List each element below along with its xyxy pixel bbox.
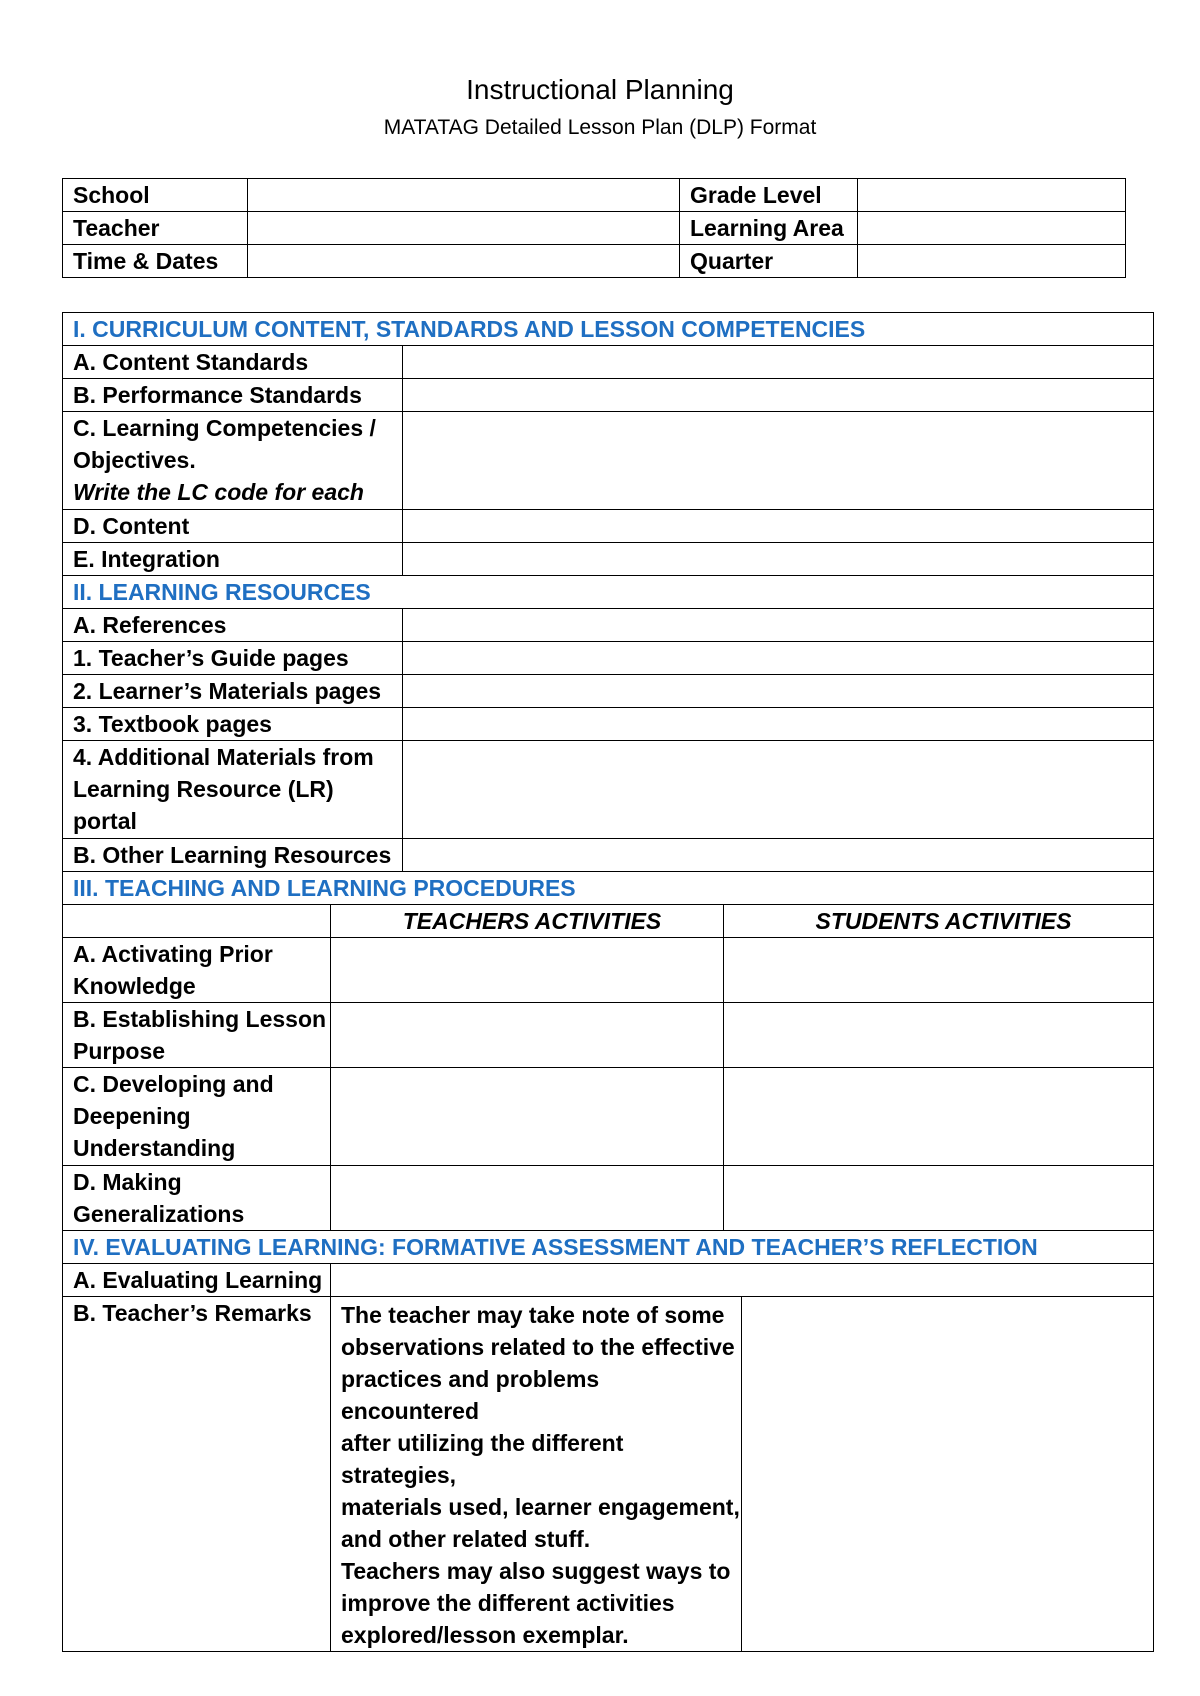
remarks-line: The teacher may take note of some — [341, 1302, 725, 1328]
learning-competencies-line-1: C. Learning Competencies / — [73, 415, 376, 441]
learning-area-label: Learning Area — [680, 212, 858, 245]
establishing-line-1: B. Establishing Lesson — [73, 1006, 327, 1032]
performance-standards-label: B. Performance Standards — [63, 379, 403, 412]
developing-line-3: Understanding — [73, 1135, 236, 1161]
grade-level-field[interactable] — [858, 179, 1126, 212]
textbook-label: 3. Textbook pages — [63, 708, 403, 741]
time-dates-label: Time & Dates — [63, 245, 248, 278]
remarks-line: and other related stuff. — [341, 1526, 591, 1552]
developing-line-1: C. Developing and — [73, 1071, 274, 1097]
quarter-field[interactable] — [858, 245, 1126, 278]
learning-competencies-note: Write the LC code for each — [73, 479, 364, 505]
developing-line-2: Deepening — [73, 1103, 191, 1129]
section-4-heading: IV. EVALUATING LEARNING: FORMATIVE ASSESSMENT AND TEACHER’S REFLECTION — [63, 1231, 1154, 1264]
students-activities-header: STUDENTS ACTIVITIES — [724, 905, 1154, 938]
additional-materials-line-1: 4. Additional Materials from — [73, 744, 374, 770]
making-teacher-field[interactable] — [331, 1166, 724, 1231]
developing-understanding-label — [63, 1068, 331, 1166]
learning-area-field[interactable] — [858, 212, 1126, 245]
learners-materials-field[interactable] — [403, 675, 1154, 708]
remarks-line: Teachers may also suggest ways to — [341, 1558, 731, 1584]
making-student-field[interactable] — [724, 1166, 1154, 1231]
making-line-2: Generalizations — [73, 1201, 245, 1227]
learning-competencies-line-2: Objectives. — [73, 447, 196, 473]
teachers-guide-label: 1. Teacher’s Guide pages — [63, 642, 403, 675]
activating-line-2: Knowledge — [73, 973, 196, 999]
document-title: Instructional Planning — [466, 74, 734, 105]
making-generalizations-label — [63, 1166, 331, 1231]
integration-label: E. Integration — [63, 543, 403, 576]
integration-field[interactable] — [403, 543, 1154, 576]
additional-materials-line-3: portal — [73, 808, 137, 834]
section-2-heading: II. LEARNING RESOURCES — [63, 576, 1154, 609]
other-resources-label: B. Other Learning Resources — [63, 839, 403, 872]
content-standards-field[interactable] — [403, 346, 1154, 379]
evaluating-learning-field[interactable] — [331, 1264, 1154, 1297]
additional-materials-field[interactable] — [403, 741, 1154, 839]
activating-prior-knowledge-label — [63, 938, 331, 1003]
additional-materials-line-2: Learning Resource (LR) — [73, 776, 334, 802]
info-table — [62, 178, 1126, 278]
remarks-line: practices and problems encountered — [341, 1366, 600, 1424]
teachers-guide-field[interactable] — [403, 642, 1154, 675]
additional-materials-label — [63, 741, 403, 839]
content-standards-label: A. Content Standards — [63, 346, 403, 379]
teacher-label: Teacher — [63, 212, 248, 245]
teachers-activities-header: TEACHERS ACTIVITIES — [331, 905, 724, 938]
remarks-line: after utilizing the different strategies, — [341, 1430, 624, 1488]
performance-standards-field[interactable] — [403, 379, 1154, 412]
section-1-heading: I. CURRICULUM CONTENT, STANDARDS AND LESSON COMPETENCIES — [63, 313, 1154, 346]
remarks-line: materials used, learner engagement, — [341, 1494, 740, 1520]
quarter-label: Quarter — [680, 245, 858, 278]
lesson-plan-table — [62, 312, 1154, 1652]
developing-teacher-field[interactable] — [331, 1068, 724, 1166]
teacher-field[interactable] — [248, 212, 680, 245]
other-resources-field[interactable] — [403, 839, 1154, 872]
establishing-student-field[interactable] — [724, 1003, 1154, 1068]
learning-competencies-field[interactable] — [403, 412, 1154, 510]
activating-student-field[interactable] — [724, 938, 1154, 1003]
developing-student-field[interactable] — [724, 1068, 1154, 1166]
remarks-line: explored/lesson exemplar. — [341, 1622, 629, 1648]
school-label: School — [63, 179, 248, 212]
references-field[interactable] — [403, 609, 1154, 642]
establishing-teacher-field[interactable] — [331, 1003, 724, 1068]
learners-materials-label: 2. Learner’s Materials pages — [63, 675, 403, 708]
establishing-line-2: Purpose — [73, 1038, 166, 1064]
procedures-corner-cell — [63, 905, 331, 938]
grade-level-label: Grade Level — [680, 179, 858, 212]
document-subtitle: MATATAG Detailed Lesson Plan (DLP) Format — [383, 116, 817, 139]
establishing-purpose-label — [63, 1003, 331, 1068]
making-line-1: D. Making — [73, 1169, 182, 1195]
section-3-heading: III. TEACHING AND LEARNING PROCEDURES — [63, 872, 1154, 905]
content-label: D. Content — [63, 510, 403, 543]
teachers-remarks-label: B. Teacher’s Remarks — [63, 1297, 331, 1652]
teachers-remarks-guidance[interactable] — [331, 1297, 742, 1652]
activating-teacher-field[interactable] — [331, 938, 724, 1003]
remarks-line: observations related to the effective — [341, 1334, 735, 1360]
teachers-remarks-field[interactable] — [742, 1297, 1154, 1652]
evaluating-learning-label: A. Evaluating Learning — [63, 1264, 331, 1297]
content-field[interactable] — [403, 510, 1154, 543]
textbook-field[interactable] — [403, 708, 1154, 741]
remarks-line: improve the different activities — [341, 1590, 675, 1616]
activating-line-1: A. Activating Prior — [73, 941, 273, 967]
school-field[interactable] — [248, 179, 680, 212]
time-dates-field[interactable] — [248, 245, 680, 278]
learning-competencies-label — [63, 412, 403, 510]
references-label: A. References — [63, 609, 403, 642]
